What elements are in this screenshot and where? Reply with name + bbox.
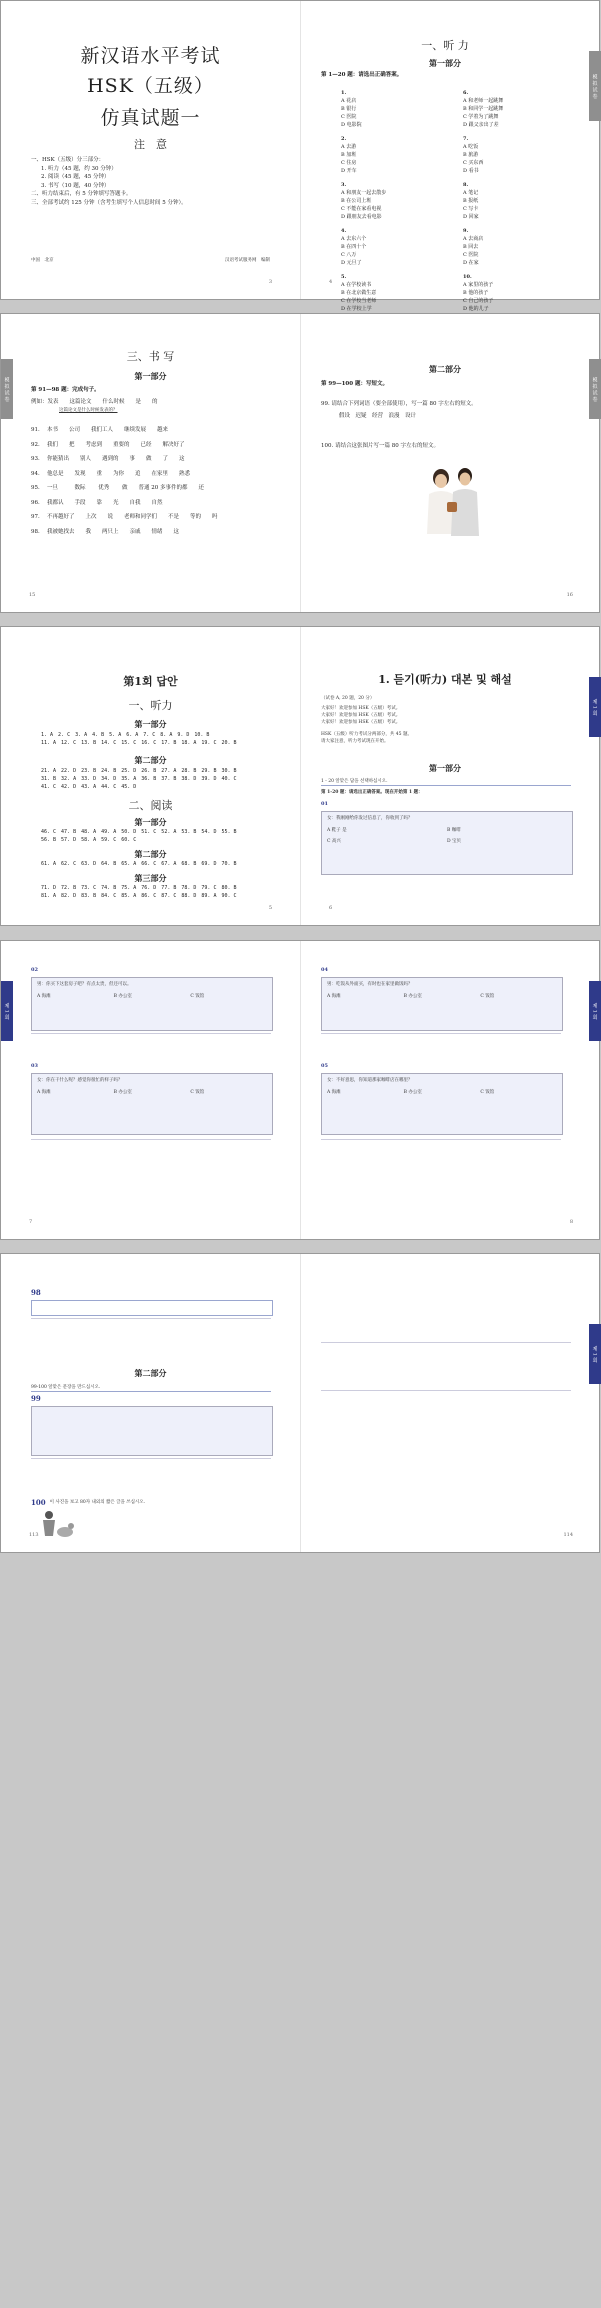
- item-number: 95.: [31, 485, 40, 491]
- dialog-box: [321, 977, 563, 1031]
- option: A 海滩: [327, 994, 341, 999]
- example-answer: 这篇论文是什么时候发表的？: [59, 408, 118, 413]
- option: D 元旦了: [341, 260, 362, 266]
- explanation: [321, 1139, 561, 1164]
- option: D 回家: [463, 214, 479, 220]
- option: B 在北京做生意: [341, 290, 377, 296]
- dialog-line: 男：你买下这套房子吧？有点太贵，但还可以。: [37, 982, 132, 987]
- spread-2: [0, 313, 600, 613]
- question-intro: 第 99—100 题：写短文。: [321, 381, 388, 387]
- part-heading: 第一部分: [429, 763, 461, 773]
- item-number: 04: [321, 967, 328, 973]
- option: C 自己的孩子: [463, 298, 494, 304]
- answer-row: 21. A 22. D 23. B 24. B 25. D 26. B 27. A 28. B 29. B 30. B: [41, 768, 237, 774]
- item-number: 91.: [31, 427, 40, 433]
- couple-photo: [413, 464, 493, 544]
- dialog-line: 女：我刚刚给你发过信息了，你收到了吗？: [327, 816, 413, 821]
- info-line: HSK（五级）听力考试分两部分，共 45 题。: [321, 732, 412, 737]
- answer-table: [31, 1300, 273, 1316]
- item-number: 94.: [31, 470, 40, 477]
- item-number: 100: [31, 1498, 46, 1507]
- option: A 和老师一起跳舞: [463, 98, 504, 104]
- exam-title: 新汉语水平考试: [80, 45, 221, 67]
- explanation: [321, 1033, 561, 1056]
- option: C 饭馆: [190, 1090, 205, 1095]
- part-heading: 第一部分: [134, 719, 167, 729]
- part-heading: 第一部分: [134, 371, 167, 381]
- info-line: 大家好！欢迎参加 HSK（五级）考试。: [321, 720, 401, 725]
- item-words: 我们 把 考虑到 重要的 已经 解决好了: [47, 441, 185, 448]
- option: A 和朋友一起去散步: [341, 190, 387, 196]
- item-number: 93.: [31, 456, 40, 462]
- option: C 写卡: [463, 206, 479, 212]
- exam-subtitle: 仿真试题一: [100, 107, 201, 129]
- page-script-3: [301, 941, 601, 1239]
- note-line: 3. 书写（10 题，40 分钟）: [41, 182, 110, 189]
- writing-item: [31, 484, 281, 493]
- info-line: （试卷 A, 20 题，20 分）: [321, 696, 375, 701]
- part-heading: 第二部分: [134, 849, 167, 859]
- page-number: 114: [563, 1532, 573, 1538]
- dialog-box: [31, 1073, 273, 1135]
- question-item: [341, 227, 451, 267]
- option: B 回去: [463, 244, 479, 250]
- answer-row: 31. B 32. A 33. D 34. D 35. A 36. B 37. B 38. D 39. D 40. C: [41, 776, 237, 782]
- section-heading: 一、听 力: [421, 39, 469, 52]
- page-number: 3: [268, 279, 272, 285]
- answer-row: 61. A 62. C 63. D 64. B 65. A 66. C 67. A 68. B 69. D 70. B: [41, 861, 237, 867]
- question-number: 4.: [341, 228, 347, 234]
- option: B 他的孩子: [463, 290, 489, 296]
- info-line: 请大家注意，听力考试现在开始。: [321, 739, 389, 744]
- question-item: [463, 273, 573, 313]
- option: A 家里的孩子: [463, 282, 494, 288]
- question-item: [463, 135, 573, 175]
- page-writing-ans: [1, 1254, 300, 1552]
- explanation: [31, 1458, 271, 1495]
- option: A 鞋子 是: [327, 828, 347, 833]
- spread-3: [0, 626, 600, 926]
- spread-5: [0, 1253, 600, 1553]
- page-writing-ans-2: [301, 1254, 601, 1552]
- question-100: 100. 请结合这张图片写一篇 80 字左右的短文。: [321, 443, 439, 449]
- note-line: 二、听力结束后，有 5 分钟填写答题卡。: [31, 191, 132, 197]
- side-tab: 模 拟 试 卷: [589, 51, 601, 121]
- item-number: 98: [31, 1288, 41, 1297]
- option: A 在学校读书: [341, 282, 372, 288]
- note-line: 一、HSK（五级）分三部分：: [31, 157, 105, 163]
- dialog-box: [321, 811, 573, 875]
- explanation: [31, 1033, 271, 1056]
- question-99: 99. 请结合下列词语（要全部使用），写一篇 80 字左右的短文。: [321, 401, 477, 407]
- question-item: [463, 227, 573, 267]
- part-heading: 第二部分: [134, 1368, 167, 1378]
- option: C 饭馆: [480, 994, 495, 999]
- option: C 医院: [463, 252, 479, 258]
- question-number: 8.: [463, 182, 469, 188]
- writing-item: [31, 528, 281, 537]
- publisher: 汉语考试服务网 编制: [225, 258, 270, 263]
- item-number: 99: [31, 1394, 41, 1403]
- option: D 他的儿子: [463, 306, 489, 312]
- page-number: 8: [569, 1219, 573, 1225]
- option: A 去游: [341, 144, 357, 150]
- option: A 海滩: [37, 994, 51, 999]
- answer-row: 56. B 57. D 58. A 59. C 60. C: [41, 837, 137, 843]
- page-answers: [1, 627, 300, 925]
- option: B 办公室: [113, 994, 132, 999]
- question-item: [341, 273, 451, 313]
- option: D 电影院: [341, 122, 362, 128]
- side-tab: 模 拟 试 卷: [589, 359, 601, 419]
- part-heading: 第三部分: [134, 873, 167, 883]
- question-banner: 99-100 알맞은 문장을 만드십시오.: [31, 1384, 271, 1392]
- option: A 海滩: [327, 1090, 341, 1095]
- question-number: 10.: [463, 274, 472, 280]
- item-words: 我被她找去 我 两只上 亲戚 情绪 这: [47, 528, 180, 535]
- place: 中国 北京: [31, 258, 54, 263]
- item-words: 你能猜出 别人 遇到的 事 做 了 这: [47, 456, 185, 462]
- option: D 跟朋友去看电影: [341, 214, 382, 220]
- question-sub: 第 1-20 题：请选出正确答案。现在开始第 1 题：: [321, 790, 423, 795]
- option: A 海滩: [37, 1090, 51, 1095]
- question-100-text: 이 사진을 보고 80자 내외의 짧은 글을 쓰십시오.: [49, 1500, 146, 1505]
- option: B 和同学一起跳舞: [463, 106, 504, 112]
- spread-1: [0, 0, 600, 312]
- answer-row: 1. A 2. C 3. A 4. B 5. A 6. A 7. C 8. A 9. D 10. B: [41, 732, 210, 738]
- option: D 看书: [463, 168, 479, 174]
- page-number: 15: [29, 592, 36, 598]
- item-words: 本书 公司 我们工人 继续发展 越来: [47, 427, 169, 433]
- item-number: 97.: [31, 514, 40, 520]
- option: B 办公室: [113, 1090, 132, 1095]
- explanation: [321, 1282, 571, 1343]
- answer-row: 46. C 47. B 48. A 49. A 50. D 51. C 52. A 53. B 54. D 55. B: [41, 829, 237, 835]
- page-number: 7: [29, 1219, 33, 1225]
- item-number: 98.: [31, 528, 40, 535]
- question-item: [341, 135, 451, 175]
- notice-heading: 注 意: [134, 138, 167, 151]
- exam-level: HSK（五级）: [87, 75, 214, 97]
- writing-item: [31, 441, 281, 450]
- option: A 花店: [341, 98, 357, 104]
- page-number: 4: [329, 279, 333, 285]
- item-number: 96.: [31, 499, 40, 506]
- option: B 报纸: [463, 198, 479, 204]
- note-line: 三、全部考试约 125 分钟（含考生填写个人信息时间 5 分钟）。: [31, 199, 187, 206]
- item-number: 01: [321, 801, 328, 807]
- option: A 去商店: [463, 236, 484, 242]
- answer-row: 41. C 42. D 43. A 44. C 45. D: [41, 784, 137, 790]
- question-intro: 第 1—20 题：请选出正确答案。: [321, 72, 403, 78]
- part-heading: 第一部分: [429, 58, 461, 68]
- option: B 办公室: [403, 1090, 422, 1095]
- explanation: [321, 1398, 571, 1434]
- option: C 饭馆: [190, 994, 205, 999]
- item-words: 他总是 发现 重 为你 追 在家里 熟悉: [47, 470, 191, 477]
- dialog-line: 男：吃饭从外面买，有时也在家里做饭吗？: [327, 982, 413, 987]
- question-banner: 1 - 20 알맞은 답을 선택하십시오.: [321, 778, 571, 786]
- info-line: 大家好！欢迎参加 HSK（五级）考试。: [321, 713, 401, 718]
- option: C 医院: [341, 114, 357, 120]
- option: B 旅游: [463, 152, 479, 158]
- item-number: 05: [321, 1063, 328, 1069]
- option: D 在学校上学: [341, 306, 372, 312]
- option: C 在学校当老师: [341, 298, 377, 304]
- question-item: [463, 181, 573, 221]
- writing-item: [31, 513, 281, 522]
- dialog-line: 女：不好意思，你知道那家咖啡店在哪里？: [327, 1078, 413, 1083]
- item-words: 不再越好了 上次 说 老师和同学们 不是 等的 吗: [47, 514, 218, 520]
- section-heading: 二、阅读: [128, 799, 173, 812]
- item-words: 我都认 手段 靠 光 自我 自然: [47, 499, 163, 506]
- man-with-dog-photo: [39, 1510, 75, 1540]
- question-intro: 第 91—98 题：完成句子。: [31, 387, 100, 393]
- explanation: [31, 1139, 271, 1164]
- option: C 八万: [341, 252, 357, 258]
- option: D 跟父亲出了差: [463, 122, 499, 128]
- note-line: 1. 听力（45 题，约 30 分钟）: [41, 165, 117, 172]
- question-number: 1.: [341, 90, 347, 96]
- option: C 饭馆: [480, 1090, 495, 1095]
- option: D 宝贝: [447, 839, 462, 844]
- question-number: 5.: [341, 274, 347, 280]
- option: D 在家: [463, 260, 479, 266]
- page-number: 113: [29, 1532, 39, 1538]
- section-heading: 一、听力: [128, 699, 173, 712]
- model-answer-box: [31, 1406, 273, 1456]
- example-line: 例如：发表 这篇论文 什么时候 是 的: [31, 399, 158, 405]
- side-tab: 제 1 회: [1, 981, 13, 1041]
- answer-row: 11. A 12. C 13. B 14. C 15. C 16. C 17. B 18. A 19. C 20. B: [41, 740, 237, 746]
- question-number: 6.: [463, 90, 469, 96]
- option: A 去东六个: [341, 236, 367, 242]
- option: C 高兴: [327, 839, 341, 844]
- page-script: [301, 627, 601, 925]
- question-item: [341, 181, 451, 221]
- note-line: 2. 阅读（45 题，45 分钟）: [41, 174, 110, 180]
- page-writing-1: [1, 314, 300, 612]
- option: B 银行: [341, 106, 357, 112]
- page-listening: [301, 1, 601, 312]
- item-words: 一旦 数际 优秀 做 普通 20 多事件的都 还: [47, 485, 204, 491]
- side-tab: 제 1 회: [589, 981, 601, 1041]
- side-tab: 模 拟 试 卷: [1, 359, 13, 419]
- explanation: [31, 1318, 271, 1363]
- option: C 买东西: [463, 160, 484, 166]
- part-heading: 第二部分: [429, 364, 461, 374]
- answer-row: 71. D 72. B 73. C 74. B 75. A 76. D 77. B 78. D 79. C 80. B: [41, 885, 237, 891]
- option: C 住房: [341, 160, 357, 166]
- writing-item: [31, 455, 281, 464]
- page-number: 16: [566, 592, 573, 598]
- part-heading: 第一部分: [134, 817, 167, 827]
- option: B 咖啡: [447, 828, 461, 833]
- question-item: [341, 89, 451, 129]
- option: A 笔记: [463, 190, 479, 196]
- dialog-box: [321, 1073, 563, 1135]
- side-tab: 제 1 회: [589, 677, 601, 737]
- dialog-line: 女：你在干什么呢？感觉你很忙的样子吗？: [37, 1078, 123, 1083]
- answer-title: 第1회 답안: [123, 675, 178, 688]
- option: B 在公司上班: [341, 198, 372, 204]
- info-line: 大家好！欢迎参加 HSK（五级）考试。: [321, 706, 401, 711]
- page-writing-2: [301, 314, 601, 612]
- page-number: 6: [329, 905, 333, 911]
- section-heading: 三、书 写: [126, 350, 175, 363]
- dialog-box: [31, 977, 273, 1031]
- item-number: 92.: [31, 441, 40, 448]
- option: B 在四十个: [341, 244, 367, 250]
- option: C 不能在家看电视: [341, 206, 382, 212]
- writing-item: [31, 470, 281, 479]
- question-number: 2.: [341, 136, 347, 142]
- page-number: 5: [268, 905, 272, 911]
- question-number: 3.: [341, 182, 347, 188]
- question-number: 7.: [463, 136, 469, 142]
- option: D 开车: [341, 168, 357, 174]
- option: B 办公室: [403, 994, 422, 999]
- item-number: 03: [31, 1063, 38, 1069]
- option: C 学着为了跳舞: [463, 114, 499, 120]
- script-title: 1. 듣기(听力) 대본 및 해설: [378, 673, 512, 686]
- part-heading: 第二部分: [134, 755, 167, 765]
- page-script-2: [1, 941, 300, 1239]
- question-number: 9.: [463, 228, 469, 234]
- answer-row: 81. A 82. D 83. B 84. C 85. A 86. C 87. C 88. D 89. A 90. C: [41, 893, 237, 899]
- question-item: [463, 89, 573, 129]
- writing-item: [31, 499, 281, 508]
- option: A 吃饭: [463, 144, 479, 150]
- side-tab: 제 1 회: [589, 1324, 601, 1384]
- page-cover: [1, 1, 300, 299]
- question-99-words: 假设 迟疑 经营 浪漫 设计: [339, 413, 417, 419]
- explanation: [321, 1350, 571, 1391]
- writing-item: [31, 426, 281, 435]
- item-number: 02: [31, 967, 38, 973]
- option: B 加班: [341, 152, 357, 158]
- spread-4: [0, 940, 600, 1240]
